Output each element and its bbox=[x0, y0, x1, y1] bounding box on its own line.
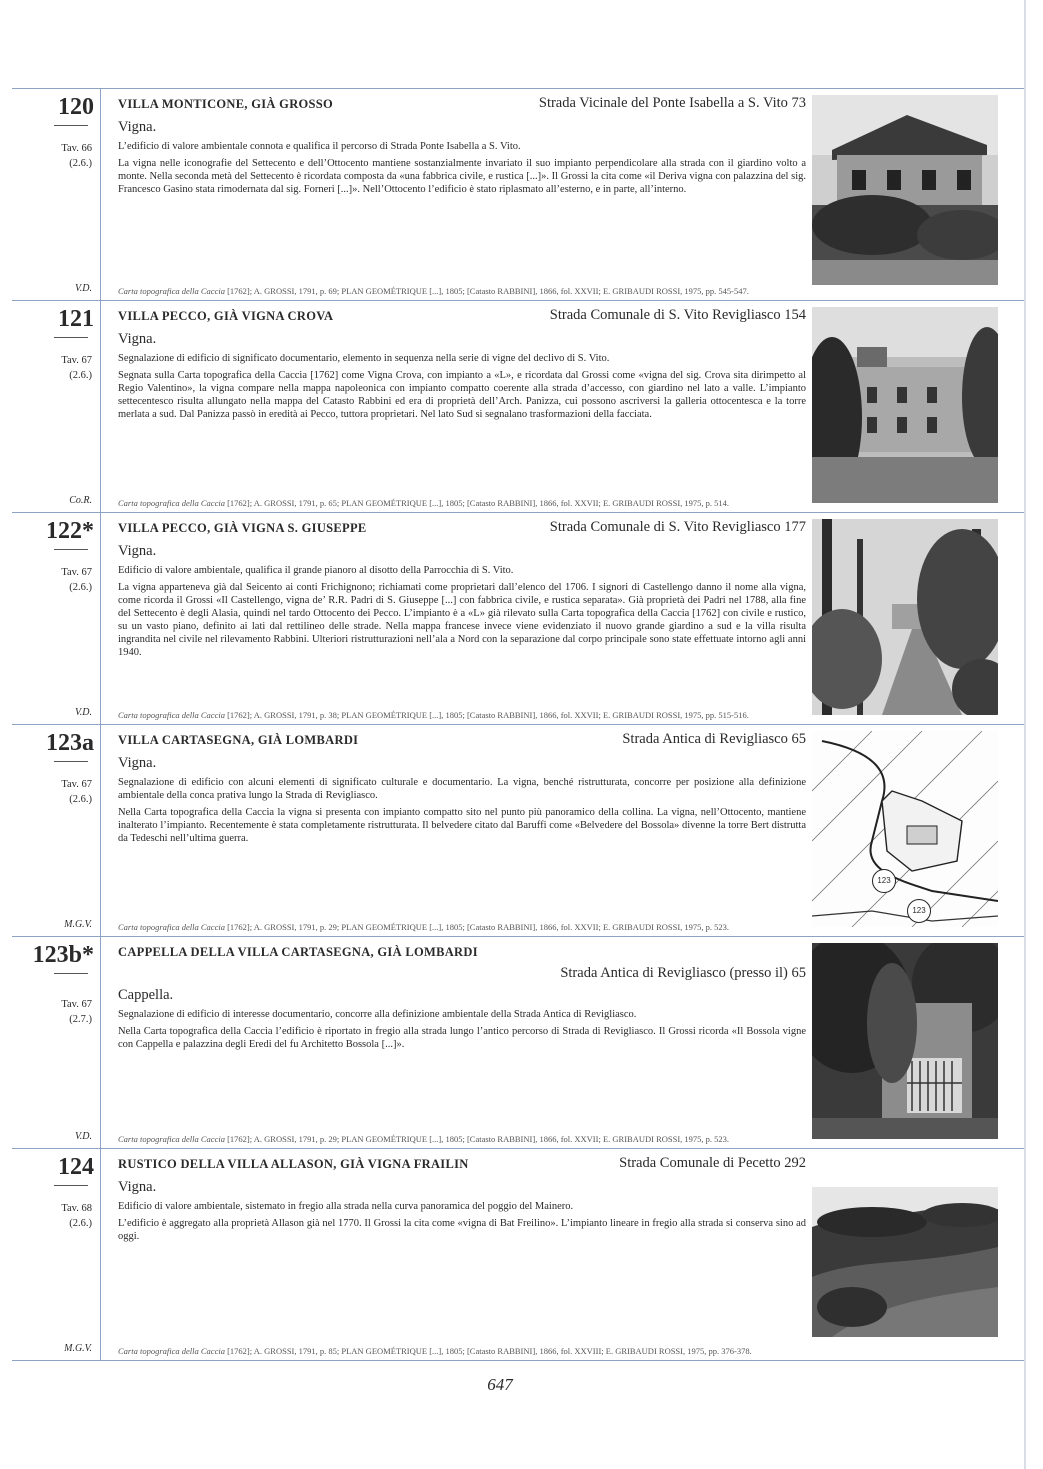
entry-120 bbox=[12, 89, 1024, 301]
entry-number: 121 bbox=[58, 306, 94, 332]
entry-references: Carta topografica della Caccia [1762]; A. GROSSI, 1791, p. 65; PLAN GEOMÉTRIQUE [...], 1805; [Catasto RABBINI], 1866, fol. XXVII; E. GRIBAUDI ROSSI, 1975, p. 514. bbox=[118, 497, 730, 508]
entry-paragraph: Edificio di valore ambientale, sistemato in fregio alla strada nella curva panoramica del poggio del Mainero. bbox=[118, 1201, 574, 1212]
entry-123b bbox=[12, 937, 1024, 1149]
number-underline bbox=[54, 761, 88, 762]
entries-list bbox=[12, 88, 1024, 1361]
entry-author: V.D. bbox=[74, 1131, 92, 1142]
entry-address: Strada Comunale di Pecetto 292 bbox=[619, 1155, 806, 1171]
entry-paragraph: Segnalazione di edificio con alcuni elementi di significato culturale e documentario. La vigna, benché ristrutturata, concorre per posizione alla definizione ambientale della conca prativa lungo la Strada di Revigliasco. bbox=[118, 777, 806, 801]
entry-body bbox=[118, 776, 806, 845]
entry-tav: Tav. 67 (2.6.) bbox=[61, 355, 92, 381]
entry-author: Co.R. bbox=[69, 495, 92, 506]
number-underline bbox=[54, 125, 88, 126]
entry-sidebar bbox=[12, 1149, 101, 1360]
entry-sidebar bbox=[12, 89, 101, 300]
entry-sidebar bbox=[12, 513, 101, 724]
entry-type: Vigna. bbox=[118, 755, 157, 771]
cadastral-map-drawing bbox=[812, 731, 998, 927]
entry-body bbox=[118, 140, 806, 196]
entry-123a bbox=[12, 725, 1024, 937]
entry-title: VILLA PECCO, GIÀ VIGNA S. GIUSEPPE bbox=[118, 521, 367, 535]
entry-paragraph: Nella Carta topografica della Caccia la vigna si presenta con impianto compatto sito nel punto più panoramico della collina. La vigna, nell’Ottocento, mantiene inalterato l’impianto. Recentemente è stata completamente ristrutturata. Il belvedere citato dal Baruffi come «Belvedere del Bossola» divenne la torre Bert distrutta da Tedeschi nell’ultima guerra. bbox=[118, 807, 806, 844]
entry-body bbox=[118, 564, 806, 659]
entry-type: Cappella. bbox=[118, 987, 174, 1003]
entry-body bbox=[118, 1200, 806, 1243]
map-label-123: 123 bbox=[907, 899, 931, 923]
number-underline bbox=[54, 337, 88, 338]
entry-address: Strada Vicinale del Ponte Isabella a S. Vito 73 bbox=[538, 95, 806, 111]
entry-title: RUSTICO DELLA VILLA ALLASON, GIÀ VIGNA FRAILIN bbox=[118, 1157, 469, 1171]
entry-references: Carta topografica della Caccia [1762]; A. GROSSI, 1791, p. 29; PLAN GEOMÉTRIQUE [...], 1805; [Catasto RABBINI], 1866, fol. XXVII; E. GRIBAUDI ROSSI, 1975, p. 523. bbox=[118, 921, 730, 932]
entry-number: 123a bbox=[46, 730, 94, 756]
stone-house-photo bbox=[812, 95, 998, 285]
number-underline bbox=[54, 549, 88, 550]
page-number: 647 bbox=[487, 1375, 513, 1394]
entry-number: 123b* bbox=[32, 942, 94, 968]
entry-124 bbox=[12, 1149, 1024, 1361]
entry-references: Carta topografica della Caccia [1762]; A. GROSSI, 1791, p. 69; PLAN GEOMÉTRIQUE [...], 1805; [Catasto RABBINI], 1866, fol. XXVII; E. GRIBAUDI ROSSI, 1975, pp. 545-547. bbox=[118, 285, 749, 296]
entry-content bbox=[118, 937, 806, 1148]
entry-content bbox=[118, 89, 806, 300]
entry-paragraph: Edificio di valore ambientale, qualifica il grande pianoro al disotto della Parrocchia di S. Vito. bbox=[118, 565, 514, 576]
entry-body bbox=[118, 1008, 806, 1051]
entry-paragraph: La vigna nelle iconografie del Settecento e dell’Ottocento mantiene sostanzialmente invariato il suo impianto perpendicolare alla strada con il giardino volto a monte. Nella seconda metà del Settecento è ricordata composta da «una fabbrica civile, e rustica [...]». Il Grossi la cita come «il Deriva vigna con palazzina del sig. Francesco Gasino stata rimodernata dal sig. Forneri [...]». Nell’Ottocento l’edificio è stato riplasmato all’esterno, e in parte, all’interno. bbox=[118, 158, 806, 195]
entry-121 bbox=[12, 301, 1024, 513]
entry-body bbox=[118, 352, 806, 421]
entry-type: Vigna. bbox=[118, 119, 157, 135]
entry-tav: Tav. 67 (2.6.) bbox=[61, 779, 92, 805]
entry-references: Carta topografica della Caccia [1762]; A. GROSSI, 1791, p. 29; PLAN GEOMÉTRIQUE [...], 1805; [Catasto RABBINI], 1866, fol. XXVII; E. GRIBAUDI ROSSI, 1975, p. 523. bbox=[118, 1133, 730, 1144]
villa-tower-photo bbox=[812, 307, 998, 503]
entry-sidebar bbox=[12, 301, 101, 512]
number-underline bbox=[54, 1185, 88, 1186]
entry-tav: Tav. 68 (2.6.) bbox=[61, 1203, 92, 1229]
entry-address: Strada Antica di Revigliasco 65 bbox=[622, 731, 806, 747]
entry-number: 124 bbox=[58, 1154, 94, 1180]
tree-avenue-photo bbox=[812, 519, 998, 715]
entry-title: VILLA PECCO, GIÀ VIGNA CROVA bbox=[118, 309, 334, 323]
entry-type: Vigna. bbox=[118, 1179, 157, 1195]
entry-tav: Tav. 67 (2.7.) bbox=[61, 999, 92, 1025]
entry-references: Carta topografica della Caccia [1762]; A. GROSSI, 1791, p. 85; PLAN GEOMÉTRIQUE [...], 1805; [Catasto RABBINI], 1866, fol. XXVIII; E. GRIBAUDI ROSSI, 1975, pp. 376-378. bbox=[118, 1345, 752, 1356]
entry-address: Strada Comunale di S. Vito Revigliasco 177 bbox=[549, 519, 806, 535]
entry-address: Strada Antica di Revigliasco (presso il) 65 bbox=[560, 965, 806, 981]
entry-sidebar bbox=[12, 725, 101, 936]
entry-title: CAPPELLA DELLA VILLA CARTASEGNA, GIÀ LOMBARDI bbox=[118, 945, 478, 959]
entry-author: V.D. bbox=[74, 707, 92, 718]
number-underline bbox=[54, 973, 88, 974]
entry-author: V.D. bbox=[74, 283, 92, 294]
entry-references: Carta topografica della Caccia [1762]; A. GROSSI, 1791, p. 38; PLAN GEOMÉTRIQUE [...], 1805; [Catasto RABBINI], 1866, fol. XXVII; E. GRIBAUDI ROSSI, 1975, pp. 515-516. bbox=[118, 709, 749, 720]
entry-paragraph: Segnata sulla Carta topografica della Caccia [1762] come Vigna Crova, con impianto a «L», e ricordata dal Grossi come «vigna del sig. Crova sita dirimpetto al Regio Valentino», la vigna compare nella mappa napoleonica con impianto compatto coerente alla strada d’accesso, con giardino nel lato a valle. L’impianto settecentesco risulta allungato nella mappa del Catasto Rabbini ed era di proprietà dell’Arch. Panizza, cui possono ascriversi la galleria ottocentesca e la torre merlata a sud. Dal Panizza passò in eredità ai Pecco, tuttora proprietari. Nel lato Sud si segnalano trasformazioni della facciata. bbox=[118, 370, 806, 420]
entry-number: 122* bbox=[46, 518, 94, 544]
entry-content bbox=[118, 725, 806, 936]
entry-title: VILLA MONTICONE, GIÀ GROSSO bbox=[118, 97, 334, 111]
entry-content bbox=[118, 513, 806, 724]
hillside-landscape-photo bbox=[812, 1187, 998, 1337]
entry-paragraph: Segnalazione di edificio di interesse documentario, concorre alla definizione ambientale della Strada Antica di Revigliasco. bbox=[118, 1009, 637, 1020]
entry-122 bbox=[12, 513, 1024, 725]
entry-number: 120 bbox=[58, 94, 94, 120]
entry-title: VILLA CARTASEGNA, GIÀ LOMBARDI bbox=[118, 733, 359, 747]
entry-paragraph: L’edificio è aggregato alla proprietà Allason già nel 1770. Il Grossi la cita come «vigna di Bat Freilino». L’impianto lineare in fregio alla strada si conserva sino ad oggi. bbox=[118, 1218, 806, 1242]
entry-address: Strada Comunale di S. Vito Revigliasco 154 bbox=[549, 307, 806, 323]
entry-paragraph: L’edificio di valore ambientale connota e qualifica il percorso di Strada Ponte Isabella a S. Vito. bbox=[118, 141, 521, 152]
entry-paragraph: La vigna apparteneva già dal Seicento ai conti Frichignono; richiamati come proprietari dall’elenco del 1706. I signori di Castellengo danno il nome alla vigna, come ricorda il Grossi «Il Castellengo, vigna de’ R.R. Padri di S. Giuseppe [...] con fabbrica civile, e rustica separata». Già proprietà dei Padri nel 1788, alla fine del Settecento è degli Alasia, quindi nel tardo Ottocento dei Pecco. L’impianto è a «L» già rilevato sulla Carta topografica della Caccia [1762] con civile e rustico, su un vasto piano, definito ai lati dal rettilineo delle strade. Nella mappa francese invece viene evidenziato il nuovo grande giardino a sud e la villa risulta ingrandita nel civile nel rilevamento Rabbini. Ulteriori ristrutturazioni nell’ala a Nord con la separazione dal corpo principale sono state effettuate intorno agli anni 1940. bbox=[118, 582, 806, 658]
map-label-123: 123 bbox=[872, 869, 896, 893]
entry-type: Vigna. bbox=[118, 543, 157, 559]
entry-tav: Tav. 67 (2.6.) bbox=[61, 567, 92, 593]
chapel-ivy-photo bbox=[812, 943, 998, 1139]
entry-paragraph: Segnalazione di edificio di significato documentario, elemento in sequenza nella serie di vigne del declivo di S. Vito. bbox=[118, 353, 610, 364]
entry-type: Vigna. bbox=[118, 331, 157, 347]
entry-author: M.G.V. bbox=[64, 919, 92, 930]
entry-content bbox=[118, 301, 806, 512]
page-edge-rule bbox=[1024, 0, 1026, 1469]
entry-paragraph: Nella Carta topografica della Caccia l’edificio è riportato in fregio alla strada lungo l’antico percorso di Strada di Revigliasco. Il Grossi ricorda «Il Bossola vigne con Cappella e palazzina degli Eredi del fu Architetto Bossola [...]». bbox=[118, 1026, 806, 1050]
entry-content bbox=[118, 1149, 806, 1360]
entry-author: M.G.V. bbox=[64, 1343, 92, 1354]
entry-tav: Tav. 66 (2.6.) bbox=[61, 143, 92, 169]
entry-sidebar bbox=[12, 937, 101, 1148]
